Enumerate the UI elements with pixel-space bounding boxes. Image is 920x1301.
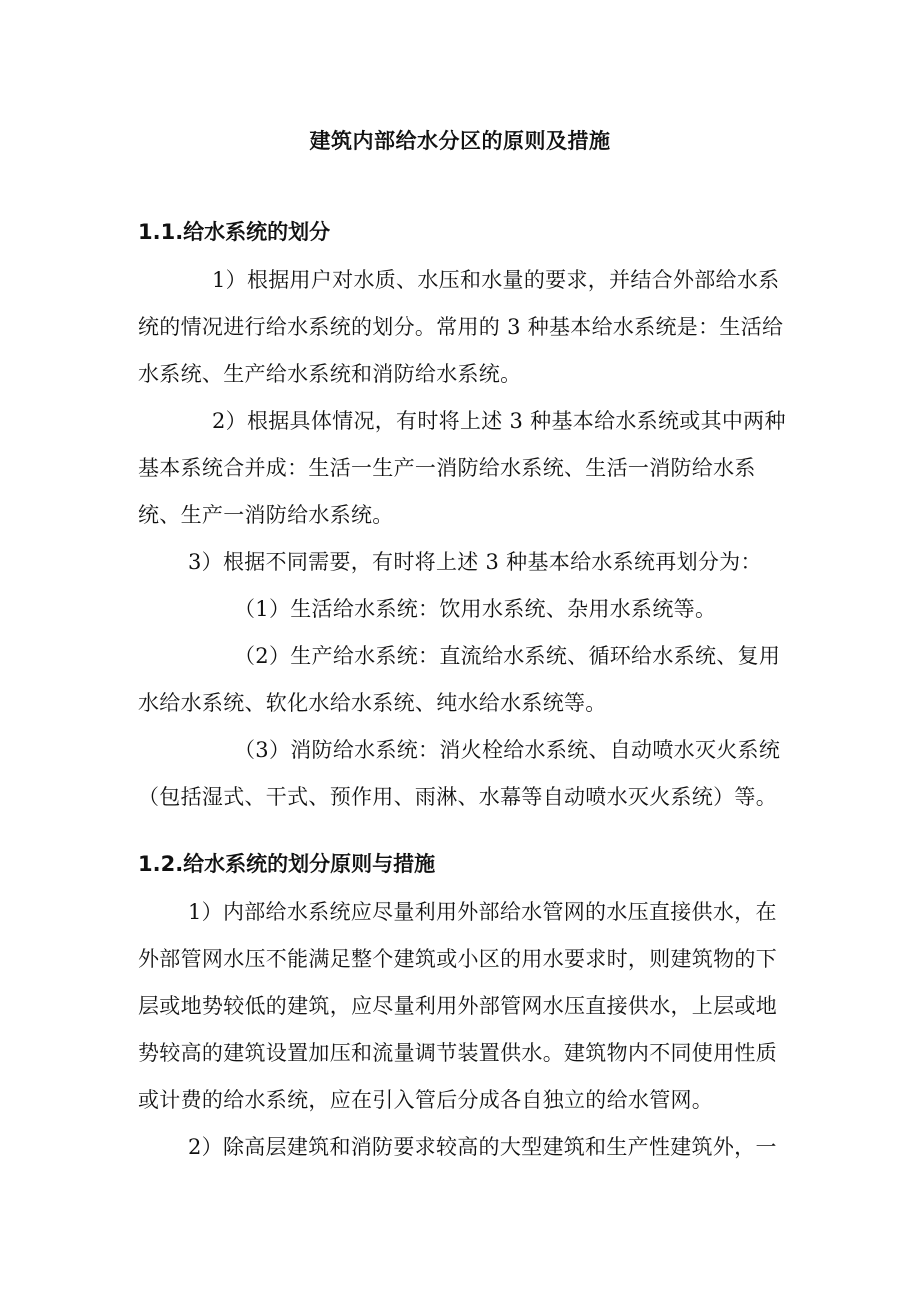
paragraph-1: 1）根据用户对水质、水压和水量的要求，并结合外部给水系统的情况进行给水系统的划分。常用的 3 种基本给水系统是：生活给水系统、生产给水系统和消防给水系统。 [138, 268, 784, 386]
paragraph-4: （1）生活给水系统：饮用水系统、杂用水系统等。 [234, 597, 717, 621]
paragraph-6: （3）消防给水系统：消火栓给水系统、自动喷水灭火系统（包括湿式、干式、预作用、雨淋、水幕等自动喷水灭火系统）等。 [138, 738, 781, 809]
paragraph-3: 3）根据不同需要，有时将上述 3 种基本给水系统再划分为： [188, 550, 762, 574]
section-heading-1-1: 1.1.给水系统的划分 [138, 220, 331, 244]
section-1-1-body [138, 257, 786, 821]
document-title: 建筑内部给水分区的原则及措施 [309, 129, 611, 153]
paragraph-8: 2）除高层建筑和消防要求较高的大型建筑和生产性建筑外，一 [188, 1135, 777, 1159]
section-1-2-body [138, 889, 786, 1171]
section-heading-1-2: 1.2.给水系统的划分原则与措施 [138, 852, 436, 876]
paragraph-7: 1）内部给水系统应尽量利用外部给水管网的水压直接供水，在外部管网水压不能满足整个建筑或小区的用水要求时，则建筑物的下层或地势较低的建筑，应尽量利用外部管网水压直接供水，上层或地势较高的建筑设置加压和流量调节装置供水。建筑物内不同使用性质或计费的给水系统，应在引入管后分成各自独立的给水管网。 [138, 900, 777, 1112]
paragraph-2: 2）根据具体情况，有时将上述 3 种基本给水系统或其中两种基本系统合并成：生活一生产一消防给水系统、生活一消防给水系统、生产一消防给水系统。 [138, 409, 786, 527]
paragraph-5: （2）生产给水系统：直流给水系统、循环给水系统、复用水给水系统、软化水给水系统、纯水给水系统等。 [138, 644, 781, 715]
